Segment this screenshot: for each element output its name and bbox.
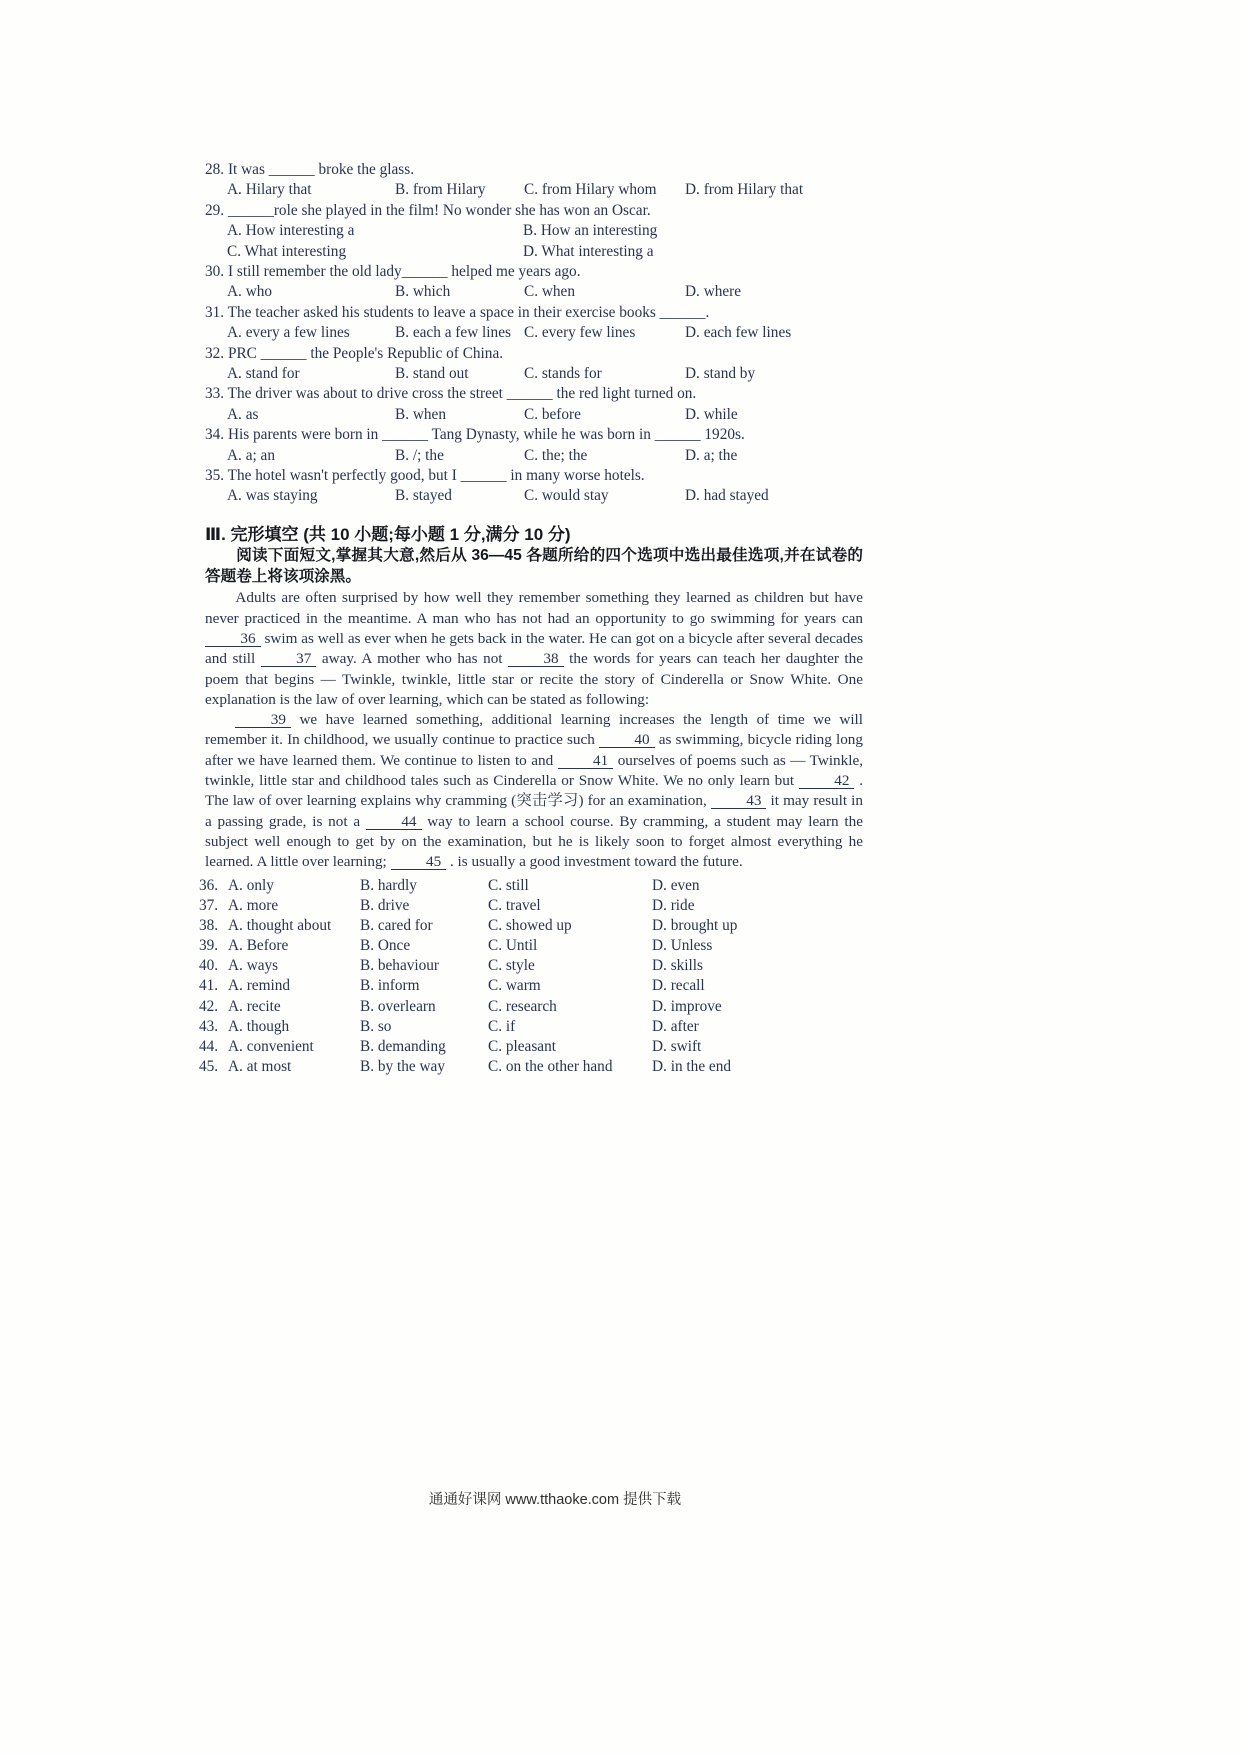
option-row: [205, 486, 863, 506]
option-label: A. was staying: [227, 487, 318, 505]
cloze-item-row: [199, 1037, 863, 1057]
question-block: [205, 425, 863, 466]
cloze-option-label: A. convenient: [228, 1038, 314, 1056]
question-stem-text: The teacher asked his students to leave a space in their exercise books ______.: [224, 303, 710, 321]
cloze-option-label: B. so: [360, 1017, 392, 1035]
question-number: 35.: [205, 466, 225, 484]
question-stem-text: I still remember the old lady______ helped me years ago.: [224, 262, 581, 280]
option-row: [205, 446, 863, 466]
cloze-item-row: [199, 936, 863, 956]
question-block: [205, 262, 863, 303]
question-stem: [205, 160, 863, 180]
cloze-blank: 40: [599, 732, 655, 748]
option-label: C. would stay: [524, 487, 609, 505]
passage-paragraph: 39 we have learned something, additional learning increases the length of time we will remember it. In childhood, we usually continue to practice such 40 as swimming, bicycle riding long after we have learned them. We continue to listen to and 41 ourselves of poems such as — Twinkle, twinkle, little star and childhood tales such as Cinderella or Snow White. We no only learn but 42 . The law of over learning explains why cramming (突击学习) for an examination, 43 it may result in a passing grade, is not a 44 way to learn a school course. By cramming, a student may learn the subject well enough to get by on the examination, but he is likely soon to forget almost everything he learned. A little over learning; 45 . is usually a good investment toward the future.: [205, 711, 864, 871]
cloze-item-row: [199, 1057, 863, 1077]
cloze-blank: 36: [205, 631, 261, 647]
cloze-option-label: C. warm: [488, 977, 541, 995]
cloze-item-number: 42.: [199, 997, 219, 1015]
cloze-option-label: B. cared for: [360, 916, 433, 934]
question-stem-text: The driver was about to drive cross the street ______ the red light turned on.: [224, 385, 697, 403]
question-stem-text: His parents were born in ______ Tang Dynasty, while he was born in ______ 1920s.: [224, 426, 745, 444]
cloze-option-label: C. still: [488, 876, 529, 894]
option-label: B. /; the: [395, 446, 444, 464]
cloze-option-label: C. on the other hand: [488, 1058, 613, 1076]
cloze-option-label: C. style: [488, 957, 535, 975]
cloze-item-row: [199, 976, 863, 996]
question-block: [205, 466, 863, 507]
option-label: A. as: [227, 405, 259, 423]
cloze-option-label: A. Before: [228, 937, 289, 955]
cloze-option-label: B. drive: [360, 896, 410, 914]
question-stem: [205, 262, 863, 282]
cloze-option-label: D. after: [652, 1017, 699, 1035]
cloze-option-label: B. inform: [360, 977, 420, 995]
question-list: [205, 160, 863, 507]
option-row: [205, 242, 863, 262]
option-label: D. a; the: [685, 446, 738, 464]
question-stem-text: PRC ______ the People's Republic of China.: [224, 344, 504, 362]
cloze-blank: 45: [391, 854, 447, 870]
cloze-option-label: B. overlearn: [360, 997, 436, 1015]
cloze-option-label: A. ways: [228, 957, 279, 975]
cloze-item-number: 39.: [199, 937, 219, 955]
cloze-item-row: [199, 1017, 863, 1037]
cloze-item-row: [199, 997, 863, 1017]
option-row: [205, 282, 863, 302]
option-row: [205, 221, 863, 241]
option-label: D. each few lines: [685, 324, 792, 342]
question-block: [205, 384, 863, 425]
cloze-item-row: [199, 916, 863, 936]
cloze-option-label: C. if: [488, 1017, 516, 1035]
cloze-item-row: [199, 896, 863, 916]
cloze-option-label: A. though: [228, 1017, 290, 1035]
cloze-option-label: C. research: [488, 997, 557, 1015]
cloze-option-label: D. even: [652, 876, 700, 894]
question-stem-text: The hotel wasn't perfectly good, but I ______ in many worse hotels.: [224, 466, 645, 484]
cloze-option-label: D. skills: [652, 957, 703, 975]
question-stem-text: It was ______ broke the glass.: [224, 161, 415, 178]
passage-paragraph: Adults are often surprised by how well they remember something they learned as children but have never practiced in the meantime. A man who has not had an opportunity to go swimming for years can 36 swim as well as ever when he gets back in the water. He can got on a bicycle after several decades and still 37 away. A mother who has not 38 the words for years can teach her daughter the poem that begins — Twinkle, twinkle, little star or recite the story of Cinderella or Snow White. One explanation is the law of over learning, which can be stated as following:: [205, 589, 863, 708]
question-stem: [205, 466, 863, 486]
cloze-option-label: B. Once: [360, 937, 411, 955]
option-label: C. every few lines: [524, 324, 636, 342]
option-row: [205, 323, 863, 343]
cloze-option-label: C. travel: [488, 896, 541, 914]
cloze-option-label: D. in the end: [652, 1058, 732, 1076]
cloze-option-label: B. demanding: [360, 1038, 446, 1056]
cloze-option-label: B. by the way: [360, 1058, 445, 1076]
cloze-item-number: 37.: [199, 896, 219, 914]
option-label: C. the; the: [524, 446, 588, 464]
option-label: D. where: [685, 283, 742, 301]
question-number: 32.: [205, 344, 225, 362]
cloze-option-label: A. only: [228, 876, 274, 894]
cloze-blank: 44: [366, 814, 422, 830]
option-label: C. stands for: [524, 364, 602, 382]
option-label: C. when: [524, 283, 575, 301]
question-block: [205, 201, 863, 262]
cloze-option-label: C. pleasant: [488, 1038, 556, 1056]
cloze-item-number: 43.: [199, 1017, 219, 1035]
cloze-blank: 43: [711, 793, 767, 809]
cloze-section-instructions: 阅读下面短文,掌握其大意,然后从 36—45 各题所给的四个选项中选出最佳选项,并在试卷的答题卷上将该项涂黑。: [205, 546, 863, 585]
question-stem-text: ______role she played in the film! No wonder she has won an Oscar.: [224, 201, 651, 219]
question-number: 30.: [205, 262, 225, 280]
question-stem: [205, 425, 863, 445]
option-row: [205, 405, 863, 425]
option-row: [205, 364, 863, 384]
option-label: D. What interesting a: [523, 242, 654, 260]
cloze-option-list: [199, 876, 863, 1078]
option-label: C. What interesting: [227, 242, 347, 260]
option-label: A. How interesting a: [227, 222, 355, 240]
question-block: [205, 303, 863, 344]
option-label: B. stand out: [395, 364, 469, 382]
option-label: D. while: [685, 405, 738, 423]
cloze-option-label: D. brought up: [652, 916, 738, 934]
cloze-option-label: A. more: [228, 896, 279, 914]
option-label: A. every a few lines: [227, 324, 350, 342]
question-number: 34.: [205, 426, 225, 444]
cloze-option-label: A. at most: [228, 1058, 292, 1076]
question-number: 31.: [205, 303, 225, 321]
cloze-item-number: 40.: [199, 957, 219, 975]
cloze-option-label: D. ride: [652, 896, 695, 914]
cloze-option-label: C. Until: [488, 937, 538, 955]
cloze-option-label: D. swift: [652, 1038, 702, 1056]
question-number: 33.: [205, 385, 225, 403]
question-stem: [205, 344, 863, 364]
cloze-section-title: Ⅲ. 完形填空 (共 10 小题;每小题 1 分,满分 10 分): [205, 524, 571, 544]
cloze-option-label: A. remind: [228, 977, 291, 995]
cloze-option-label: B. hardly: [360, 876, 417, 894]
option-label: A. a; an: [227, 446, 275, 464]
question-stem: [205, 303, 863, 323]
option-label: D. from Hilary that: [685, 181, 804, 199]
option-label: C. from Hilary whom: [524, 181, 657, 199]
option-label: B. from Hilary: [395, 181, 486, 199]
option-label: B. stayed: [395, 487, 452, 505]
cloze-item-number: 45.: [199, 1058, 219, 1076]
question-number: 28.: [205, 161, 225, 178]
option-label: A. stand for: [227, 364, 300, 382]
option-label: A. Hilary that: [227, 181, 312, 199]
cloze-blank: 37: [261, 651, 317, 667]
option-label: B. each a few lines: [395, 324, 511, 342]
option-row: [205, 180, 863, 200]
cloze-blank: 38: [508, 651, 564, 667]
option-label: D. had stayed: [685, 487, 769, 505]
cloze-blank: 42: [799, 773, 855, 789]
option-label: B. How an interesting: [523, 222, 658, 240]
cloze-option-label: D. recall: [652, 977, 705, 995]
page-content: [199, 160, 864, 1077]
question-block: [205, 160, 863, 201]
cloze-passage: [205, 588, 863, 872]
cloze-item-number: 38.: [199, 916, 219, 934]
cloze-option-label: A. recite: [228, 997, 281, 1015]
cloze-option-label: B. behaviour: [360, 957, 440, 975]
cloze-blank: 39: [235, 712, 291, 728]
question-number: 29.: [205, 201, 225, 219]
cloze-item-number: 41.: [199, 977, 219, 995]
cloze-option-label: C. showed up: [488, 916, 572, 934]
cloze-option-label: A. thought about: [228, 916, 332, 934]
cloze-item-row: [199, 876, 863, 896]
option-label: C. before: [524, 405, 581, 423]
option-label: B. which: [395, 283, 451, 301]
cloze-option-label: D. Unless: [652, 937, 713, 955]
question-block: [205, 344, 863, 385]
cloze-option-label: D. improve: [652, 997, 722, 1015]
question-stem: [205, 384, 863, 404]
cloze-item-number: 44.: [199, 1038, 219, 1056]
cloze-item-number: 36.: [199, 876, 219, 894]
option-label: B. when: [395, 405, 446, 423]
page-footer: 通通好课网 www.tthaoke.com 提供下载: [428, 1492, 682, 1508]
cloze-blank: 41: [558, 753, 614, 769]
cloze-item-row: [199, 956, 863, 976]
option-label: A. who: [227, 283, 273, 301]
option-label: D. stand by: [685, 364, 756, 382]
question-stem: [205, 201, 863, 221]
